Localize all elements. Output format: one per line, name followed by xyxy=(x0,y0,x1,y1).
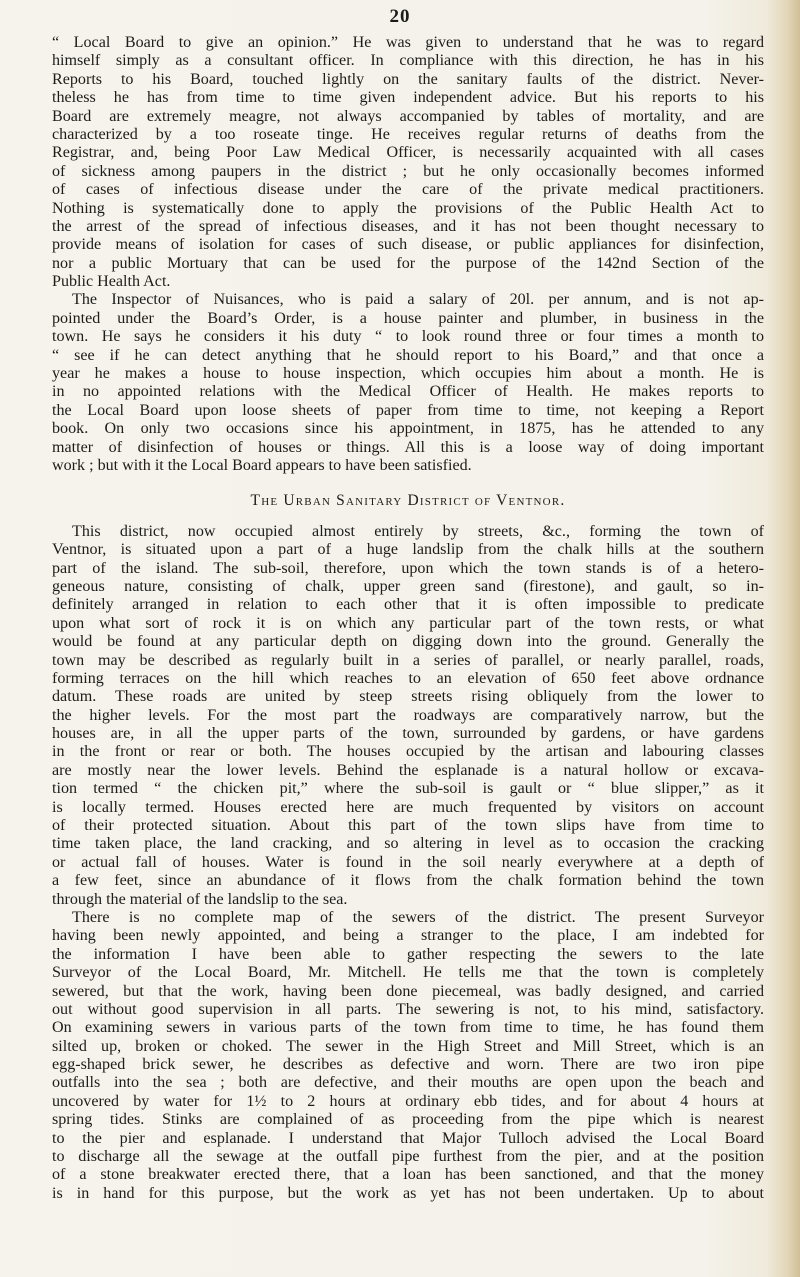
text-line: Surveyor of the Local Board, Mr. Mitchell. He tells me that the town is completely xyxy=(52,964,764,982)
page-number: 20 xyxy=(389,6,411,27)
text-line: “ Local Board to give an opinion.” He was given to understand that he was to regard xyxy=(52,34,764,51)
text-line: There is no complete map of the sewers of the district. The present Surveyor xyxy=(72,908,764,926)
page-edge-shadow xyxy=(766,0,800,1277)
text-line: houses are, in all the upper parts of the town, surrounded by gardens, or have gardens xyxy=(52,725,764,743)
text-line: town. He says he considers it his duty “ to look round three or four times a month to xyxy=(52,328,764,346)
text-line: year he makes a house to house inspection, which occupies him about a month. He is xyxy=(52,365,764,383)
text-line: Public Health Act. xyxy=(52,273,171,291)
text-line: geneous nature, consisting of chalk, upper green sand (firestone), and gault, so in- xyxy=(52,577,764,595)
text-line: This district, now occupied almost entirely by streets, &c., forming the town of xyxy=(72,522,764,540)
paragraph-inspector-of-nuisances xyxy=(52,291,764,475)
text-line: outfalls into the sea ; both are defective, and their mouths are open upon the beach and xyxy=(52,1074,764,1092)
text-line: to discharge all the sewage at the outfall pipe furthest from the pier, and at the position xyxy=(52,1148,764,1166)
text-line: sewered, but that the work, having been done piecemeal, was badly designed, and carried xyxy=(52,982,764,1000)
text-line: to the pier and esplanade. I understand that Major Tulloch advised the Local Board xyxy=(52,1129,764,1147)
text-line: forming terraces on the hill which reaches to an elevation of 650 feet above ordnance xyxy=(52,669,764,687)
text-line: of their protected situation. About this part of the town slips have from time to xyxy=(52,817,764,835)
text-line: theless he has from time to time given independent advice. But his reports to his xyxy=(52,89,764,107)
paragraph-medical-officer xyxy=(52,34,764,291)
text-line: definitely arranged in relation to each other that it is often impossible to predicate xyxy=(52,596,764,614)
text-line: pointed under the Board’s Order, is a house painter and plumber, in business in the xyxy=(52,309,764,327)
text-line: tion termed “ the chicken pit,” where the sub-soil is gault or “ blue slipper,” as it xyxy=(52,780,764,798)
text-line: himself simply as a consultant officer. In compliance with this direction, he has in his xyxy=(52,52,764,70)
text-line: upon what sort of rock it is on which any particular part of the town rests, or what xyxy=(52,614,764,632)
text-line: On examining sewers in various parts of the town from time to time, he has found them xyxy=(52,1019,764,1037)
text-line: is locally termed. Houses erected here are much frequented by visitors on account xyxy=(52,798,764,816)
text-line: having been newly appointed, and being a stranger to the place, I am indebted for xyxy=(52,927,764,945)
text-line: matter of disinfection of houses or things. All this is a loose way of doing important xyxy=(52,438,764,456)
text-line: nor a public Mortuary that can be used for the purpose of the 142nd Section of the xyxy=(52,254,764,272)
text-line: Board are extremely meagre, not always accompanied by tables of mortality, and are xyxy=(52,107,764,125)
text-line: or actual fall of houses. Water is found in the soil nearly everywhere at a depth of xyxy=(52,853,764,871)
text-line: spring tides. Stinks are complained of as proceeding from the pipe which is nearest xyxy=(52,1111,764,1129)
text-line: of sickness among paupers in the district ; but he only occasionally becomes informed xyxy=(52,162,764,180)
text-line: work ; but with it the Local Board appears to have been satisfied. xyxy=(52,456,472,474)
text-line: provide means of isolation for cases of such disease, or public appliances for disinfection, xyxy=(52,236,764,254)
text-line: a few feet, since an abundance of it flows from the chalk formation behind the town xyxy=(52,872,764,890)
text-line: of cases of infectious disease under the care of the private medical practitioners. xyxy=(52,181,764,199)
text-line: silted up, broken or choked. The sewer in the High Street and Mill Street, which is an xyxy=(52,1037,764,1055)
text-line: time taken place, the land cracking, and so altering in level as to occasion the cracking xyxy=(52,835,764,853)
text-line: the arrest of the spread of infectious diseases, and it has not been thought necessary to xyxy=(52,217,764,235)
text-line: Nothing is systematically done to apply the provisions of the Public Health Act to xyxy=(52,199,764,217)
text-line: would be found at any particular depth on digging down into the ground. Generally the xyxy=(52,633,764,651)
text-line: in no appointed relations with the Medical Officer of Health. He makes reports to xyxy=(52,383,764,401)
text-line: through the material of the landslip to the sea. xyxy=(52,890,348,908)
text-line: is in hand for this purpose, but the work as yet has not been undertaken. Up to about xyxy=(52,1184,764,1202)
text-line: the Local Board upon loose sheets of paper from time to time, not keeping a Report xyxy=(52,401,764,419)
text-line: Reports to his Board, touched lightly on the sanitary faults of the district. Never- xyxy=(52,70,764,88)
text-line: uncovered by water for 1½ to 2 hours at ordinary ebb tides, and for about 4 hours at xyxy=(52,1092,764,1110)
text-line: The Inspector of Nuisances, who is paid a salary of 20l. per annum, and is not ap- xyxy=(72,291,764,309)
text-line: of a stone breakwater erected there, that a loan has been sanctioned, and that the money xyxy=(52,1166,764,1184)
text-line: the higher levels. For the most part the roadways are comparatively narrow, but the xyxy=(52,706,764,724)
text-line: characterized by a too roseate tinge. He receives regular returns of deaths from the xyxy=(52,125,764,143)
text-line: are mostly near the lower levels. Behind the esplanade is a natural hollow or excava- xyxy=(52,761,764,779)
text-line: “ see if he can detect anything that he should report to his Board,” and that once a xyxy=(52,346,764,364)
text-line: datum. These roads are united by steep streets rising obliquely from the lower to xyxy=(52,688,764,706)
text-line: the information I have been able to gather respecting the sewers to the late xyxy=(52,945,764,963)
text-line: Ventnor, is situated upon a part of a huge landslip from the chalk hills at the southern xyxy=(52,541,764,559)
text-line: town may be described as regularly built in a series of parallel, or nearly parallel, roads, xyxy=(52,651,764,669)
section-heading: The Urban Sanitary District of Ventnor. xyxy=(250,492,566,510)
text-line: part of the island. The sub-soil, therefore, upon which the town stands is of a hetero- xyxy=(52,559,764,577)
paragraph-district-description xyxy=(52,523,764,909)
text-line: egg-shaped brick sewer, he describes as defective and worn. There are two iron pipe xyxy=(52,1056,764,1074)
text-line: Registrar, and, being Poor Law Medical Officer, is necessarily acquainted with all cases xyxy=(52,144,764,162)
text-line: out without good supervision in all parts. The sewering is not, to his mind, satisfactory. xyxy=(52,1000,764,1018)
paragraph-sewers xyxy=(52,909,764,1203)
text-line: book. On only two occasions since his appointment, in 1875, has he attended to any xyxy=(52,420,764,438)
document-body xyxy=(52,34,764,1203)
text-line: in the front or rear or both. The houses occupied by the artisan and labouring classes xyxy=(52,743,764,761)
